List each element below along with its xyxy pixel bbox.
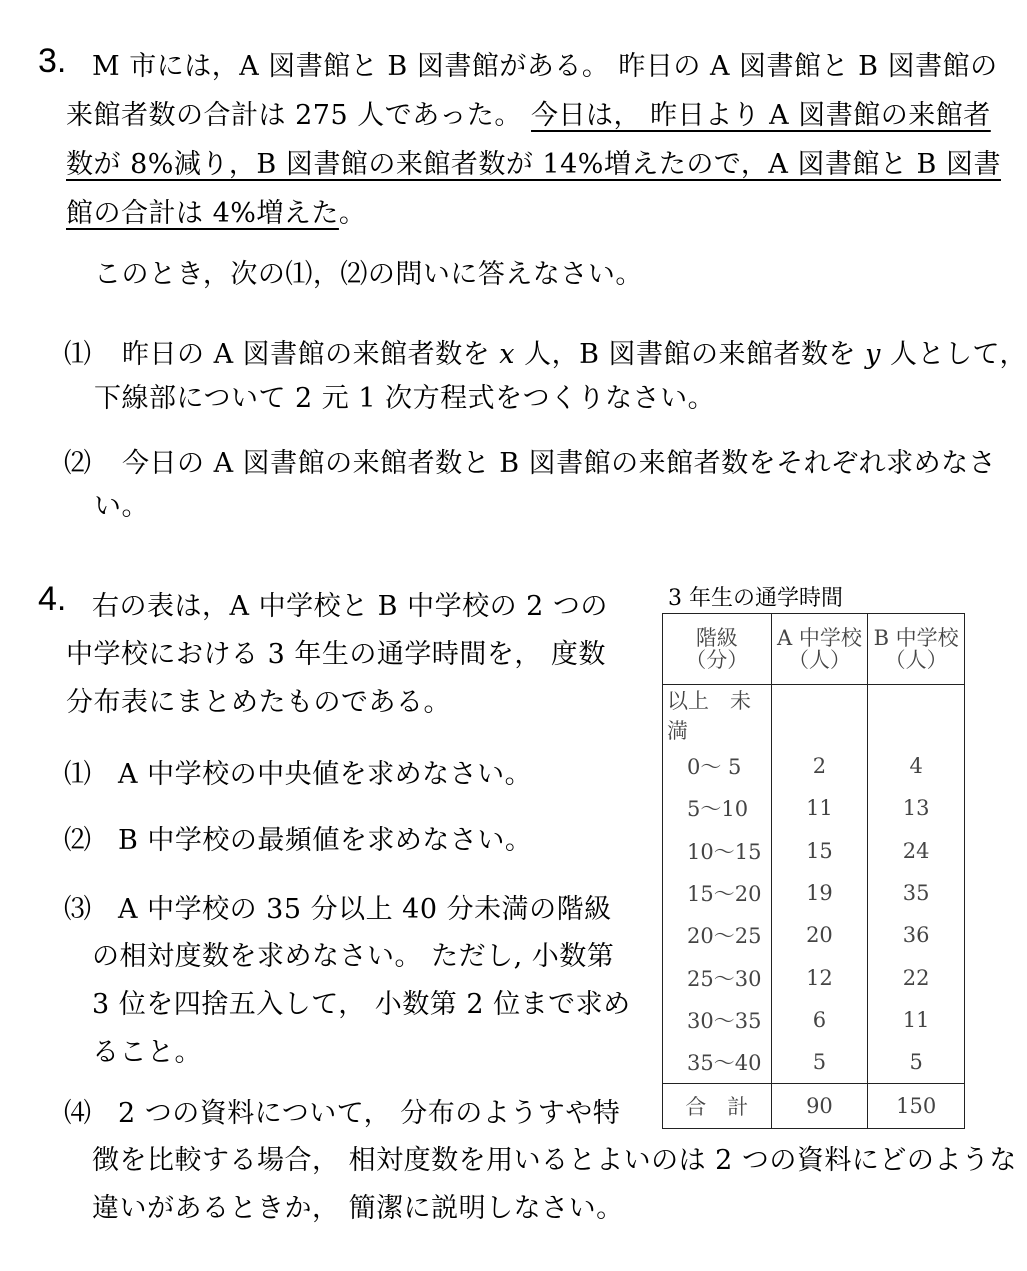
- school-a-count: 19: [771, 872, 868, 914]
- q4-part3-line3: 3 位を四捨五入して， 小数第 2 位まで求め: [92, 989, 631, 1020]
- q3-p1-text-a: 昨日の A 図書館の来館者数を: [122, 339, 491, 370]
- q4-part4-number: ⑷: [64, 1098, 92, 1129]
- total-row: [663, 1084, 965, 1129]
- school-b-count: 24: [868, 830, 965, 872]
- table-caption: 3 年生の通学時間: [668, 586, 843, 611]
- class-cell: 10～15: [663, 830, 772, 872]
- table-row: [663, 956, 965, 998]
- question-4-number: 4.: [38, 580, 67, 618]
- class-cell: 25～30: [663, 956, 772, 998]
- school-a-count: 15: [771, 830, 868, 872]
- q4-part4-line2: 徴を比較する場合， 相対度数を用いるとよいのは 2 つの資料にどのような: [92, 1145, 1017, 1176]
- header-class: [663, 614, 772, 685]
- q3-line4-plain: 。: [338, 198, 367, 229]
- school-b-count: 35: [868, 872, 965, 914]
- q3-p1-text-b: 人，B 図書館の来館者数を: [524, 339, 857, 370]
- q4-part4-line1: 2 つの資料について， 分布のようすや特: [118, 1098, 621, 1129]
- q3-part1-number: ⑴: [64, 339, 92, 370]
- header-school-a-label: A 中学校: [777, 626, 862, 650]
- school-a-count: 6: [771, 999, 868, 1041]
- class-cell: 20～25: [663, 914, 772, 956]
- q4-text-line2: 中学校における 3 年生の通学時間を， 度数: [66, 639, 606, 670]
- q4-part2-number: ⑵: [64, 825, 92, 856]
- unit-row-empty-b: [868, 685, 965, 746]
- total-a: 90: [771, 1084, 868, 1129]
- table-row: [663, 745, 965, 787]
- q3-part1-line2: 下線部について 2 元 1 次方程式をつくりなさい。: [94, 383, 716, 414]
- question-3-number: 3.: [38, 42, 67, 80]
- unit-label: 以上 未満: [663, 685, 772, 746]
- q3-underlined-text-2: 数が 8%減り，B 図書館の来館者数が 14%増えたので，A 図書館と B 図書: [66, 149, 1001, 180]
- q4-text-line3: 分布表にまとめたものである。: [66, 687, 451, 718]
- q3-part1-line1: [122, 332, 1027, 371]
- school-a-count: 11: [771, 787, 868, 829]
- q3-text-line2: [66, 93, 991, 132]
- table-row: [663, 872, 965, 914]
- class-cell: 0～ 5: [663, 745, 772, 787]
- class-cell: 35～40: [663, 1041, 772, 1084]
- q4-text-line1: 右の表は，A 中学校と B 中学校の 2 つの: [92, 591, 608, 622]
- school-a-count: 12: [771, 956, 868, 998]
- school-b-count: 4: [868, 745, 965, 787]
- header-class-label: 階級: [695, 626, 738, 650]
- unit-row-empty-a: [771, 685, 868, 746]
- header-class-unit: （分）: [685, 648, 749, 672]
- unit-row: [663, 685, 965, 746]
- q3-part2-number: ⑵: [64, 448, 92, 479]
- q4-part1-number: ⑴: [64, 759, 92, 790]
- q3-p1-text-c: 人として，: [889, 339, 1027, 370]
- q3-underlined-text-1: 今日は， 昨日より A 図書館の来館者: [531, 100, 991, 131]
- q3-intro: このとき，次の⑴，⑵の問いに答えなさい。: [94, 259, 643, 290]
- q4-part3-line1: A 中学校の 35 分以上 40 分未満の階級: [118, 894, 612, 925]
- variable-y: y: [865, 339, 881, 370]
- header-school-a-unit: （人）: [787, 648, 851, 672]
- header-school-b-unit: （人）: [884, 648, 948, 672]
- table-row: [663, 1041, 965, 1084]
- frequency-distribution-table: [662, 613, 965, 1129]
- table-row: [663, 914, 965, 956]
- variable-x: x: [499, 339, 515, 370]
- school-a-count: 5: [771, 1041, 868, 1084]
- table-row: [663, 787, 965, 829]
- q4-part3-line2: の相対度数を求めなさい。 ただし, 小数第: [92, 941, 615, 972]
- header-school-b-label: B 中学校: [873, 626, 959, 650]
- table-row: [663, 830, 965, 872]
- school-b-count: 11: [868, 999, 965, 1041]
- q3-text-line4: [66, 191, 366, 230]
- q4-part4-line3: 違いがあるときか， 簡潔に説明しなさい。: [92, 1193, 624, 1224]
- school-b-count: 36: [868, 914, 965, 956]
- q3-part2-line1: 今日の A 図書館の来館者数と B 図書館の来館者数をそれぞれ求めなさ: [122, 448, 997, 479]
- school-a-count: 20: [771, 914, 868, 956]
- q4-part2-text: B 中学校の最頻値を求めなさい。: [118, 825, 533, 856]
- q4-part3-line4: ること。: [92, 1037, 202, 1068]
- header-school-a: [771, 614, 868, 685]
- class-cell: 30～35: [663, 999, 772, 1041]
- class-cell: 15～20: [663, 872, 772, 914]
- q3-line2-plain: 来館者数の合計は 275 人であった。: [66, 100, 532, 131]
- q3-part2-line2: い。: [94, 491, 149, 522]
- q3-text-line1: M 市には，A 図書館と B 図書館がある。 昨日の A 図書館と B 図書館の: [92, 51, 998, 82]
- table-row: [663, 999, 965, 1041]
- header-school-b: [868, 614, 965, 685]
- q4-part1-text: A 中学校の中央値を求めなさい。: [118, 759, 533, 790]
- q4-part3-number: ⑶: [64, 894, 92, 925]
- class-cell: 5～10: [663, 787, 772, 829]
- school-b-count: 13: [868, 787, 965, 829]
- total-b: 150: [868, 1084, 965, 1129]
- school-b-count: 22: [868, 956, 965, 998]
- q3-underlined-text-3: 館の合計は 4%増えた: [66, 198, 339, 229]
- school-b-count: 5: [868, 1041, 965, 1084]
- school-a-count: 2: [771, 745, 868, 787]
- total-label: 合 計: [663, 1084, 772, 1129]
- table-header-row: [663, 614, 965, 685]
